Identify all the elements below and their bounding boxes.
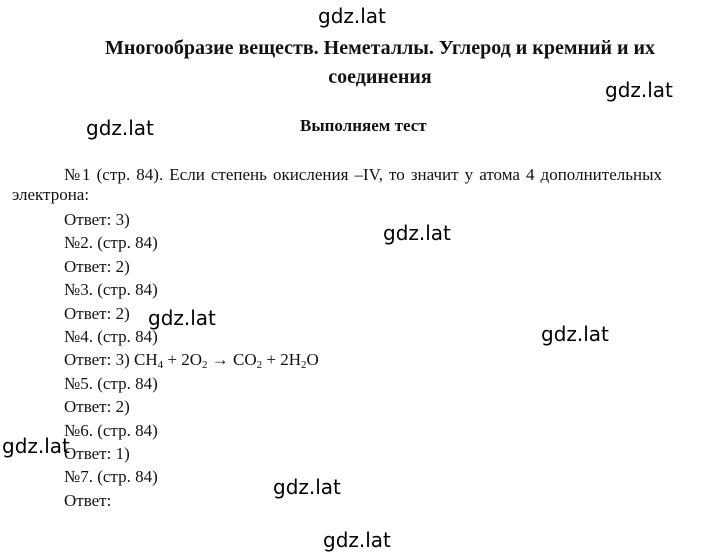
section-subtitle: Выполняем тест (300, 116, 427, 135)
answer-list (64, 208, 319, 512)
watermark-text: gdz.lat (273, 475, 341, 499)
answer-1: Ответ: 3) (64, 210, 130, 229)
watermark-text: gdz.lat (318, 4, 386, 28)
watermark-text: gdz.lat (323, 528, 391, 552)
answer-4 (64, 348, 319, 371)
question-2: №2. (стр. 84) (64, 233, 158, 253)
question-1-text: №1 (стр. 84). Если степень окисления –IV, то значит у атома 4 дополнительных электрона: (12, 165, 662, 204)
watermark-text: gdz.lat (2, 434, 70, 458)
watermark-text: gdz.lat (605, 78, 673, 102)
watermark-text: gdz.lat (86, 116, 154, 140)
answer-6: Ответ: 1) (64, 443, 130, 463)
question-3: №3. (стр. 84) (64, 280, 158, 300)
watermark-text: gdz.lat (383, 221, 451, 245)
watermark-text: gdz.lat (148, 306, 216, 330)
answer-5: Ответ: 2) (64, 397, 130, 417)
page-title: Многообразие веществ. Неметаллы. Углерод и кремний и их соединения (104, 37, 656, 88)
question-7: №7. (стр. 84) (64, 467, 158, 487)
watermark-text: gdz.lat (541, 322, 609, 346)
question-4: №4. (стр. 84) (64, 326, 158, 346)
reaction-equation: $CH_4 + 2O_2 \to CO_2 + 2H_2O$ (134, 350, 319, 372)
answer-4-label: Ответ: 3) (64, 350, 130, 370)
answer-2: Ответ: 2) (64, 256, 130, 276)
question-6: №6. (стр. 84) (64, 420, 158, 440)
answer-7: Ответ: (64, 490, 112, 510)
question-5: №5. (стр. 84) (64, 373, 158, 393)
answer-3: Ответ: 2) (64, 303, 130, 323)
